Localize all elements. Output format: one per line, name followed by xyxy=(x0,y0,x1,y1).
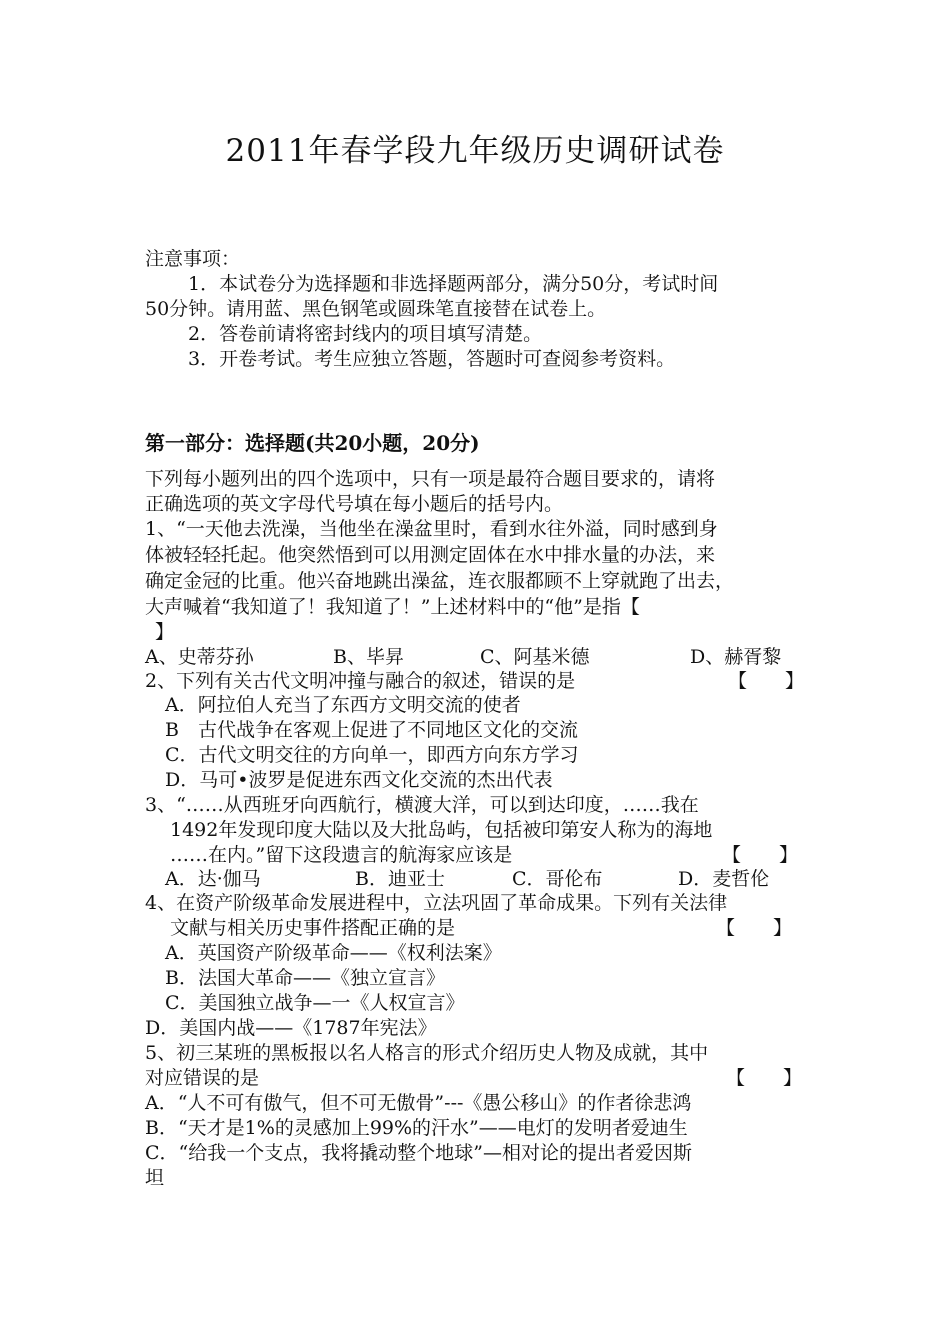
option-b: B 古代战争在客观上促进了不同地区文化的交流 xyxy=(165,719,578,741)
answer-bracket: 【 】 xyxy=(722,844,799,866)
question-4-line: 4、在资产阶级革命发展进程中，立法巩固了革命成果。下列有关法律 xyxy=(145,892,728,914)
option-c: C．哥伦布 xyxy=(512,868,603,890)
option-b: B．“天才是1%的灵感加上99%的汗水”——电灯的发明者爱迪生 xyxy=(145,1117,688,1139)
option-c-continued: 坦 xyxy=(145,1167,165,1189)
question-5-line: 对应错误的是 xyxy=(145,1067,260,1089)
answer-bracket: 【 】 xyxy=(716,917,793,939)
notice-heading: 注意事项： xyxy=(145,248,241,270)
section-heading: 第一部分：选择题(共20小题，20分) xyxy=(145,431,480,455)
question-2-stem: 2、下列有关古代文明冲撞与融合的叙述，错误的是 xyxy=(145,670,576,692)
option-a: A．达·伽马 xyxy=(165,868,261,890)
question-5-line: 5、初三某班的黑板报以名人格言的形式介绍历史人物及成就，其中 xyxy=(145,1042,709,1064)
notice-item: 50分钟。请用蓝、黑色钢笔或圆珠笔直接替在试卷上。 xyxy=(145,298,607,320)
question-1-line: 体被轻轻托起。他突然悟到可以用测定固体在水中排水量的办法，来 xyxy=(145,544,716,566)
question-3-line: ……在内。”留下这段遗言的航海家应该是 xyxy=(170,844,513,866)
answer-bracket: 【 】 xyxy=(728,670,805,692)
notice-item: 1．本试卷分为选择题和非选择题两部分，满分50分，考试时间 xyxy=(188,273,719,295)
question-3-line: 3、“……从西班牙向西航行，横渡大洋，可以到达印度，……我在 xyxy=(145,794,699,816)
option-d: D、赫胥黎 xyxy=(690,646,782,668)
option-d: D．马可•波罗是促进东西文化交流的杰出代表 xyxy=(165,769,553,791)
option-a: A．“人不可有傲气，但不可无傲骨”---《愚公移山》的作者徐悲鸿 xyxy=(145,1092,692,1114)
question-1-line: 确定金冠的比重。他兴奋地跳出澡盆，连衣服都顾不上穿就跑了出去， xyxy=(145,570,735,592)
option-b: B．法国大革命——《独立宣言》 xyxy=(165,967,445,989)
option-a: A．阿拉伯人充当了东西方文明交流的使者 xyxy=(165,694,521,716)
option-c: C、阿基米德 xyxy=(480,646,590,668)
question-1-line: 大声喊着“我知道了！我知道了！”上述材料中的“他”是指【 xyxy=(145,596,640,618)
notice-item: 3．开卷考试。考生应独立答题，答题时可查阅参考资料。 xyxy=(188,348,676,370)
answer-bracket: 】 xyxy=(155,621,175,643)
option-b: B、毕昇 xyxy=(333,646,404,668)
option-c: C．美国独立战争—一《人权宣言》 xyxy=(165,992,465,1014)
exam-title: 2011年春学段九年级历史调研试卷 xyxy=(225,133,725,169)
answer-bracket: 【 】 xyxy=(726,1067,803,1089)
question-1-line: 1、“一天他去洗澡，当他坐在澡盆里时，看到水往外溢，同时感到身 xyxy=(145,518,718,540)
option-c: C．古代文明交往的方向单一，即西方向东方学习 xyxy=(165,744,579,766)
option-a: A、史蒂芬孙 xyxy=(145,646,254,668)
option-d: D．美国内战——《1787年宪法》 xyxy=(145,1017,437,1039)
question-3-line: 1492年发现印度大陆以及大批岛屿，包括被印第安人称为的海地 xyxy=(170,819,713,841)
option-a: A．英国资产阶级革命——《权利法案》 xyxy=(165,942,502,964)
option-c: C．“给我一个支点，我将撬动整个地球”—相对论的提出者爱因斯 xyxy=(145,1142,692,1164)
question-4-line: 文献与相关历史事件搭配正确的是 xyxy=(170,917,456,939)
option-b: B．迪亚士 xyxy=(355,868,445,890)
section-intro: 下列每小题列出的四个选项中，只有一项是最符合题目要求的，请将 xyxy=(145,468,716,490)
notice-item: 2．答卷前请将密封线内的项目填写清楚。 xyxy=(188,323,543,345)
section-intro: 正确选项的英文字母代号填在每小题后的括号内。 xyxy=(145,493,564,515)
option-d: D．麦哲伦 xyxy=(678,868,770,890)
